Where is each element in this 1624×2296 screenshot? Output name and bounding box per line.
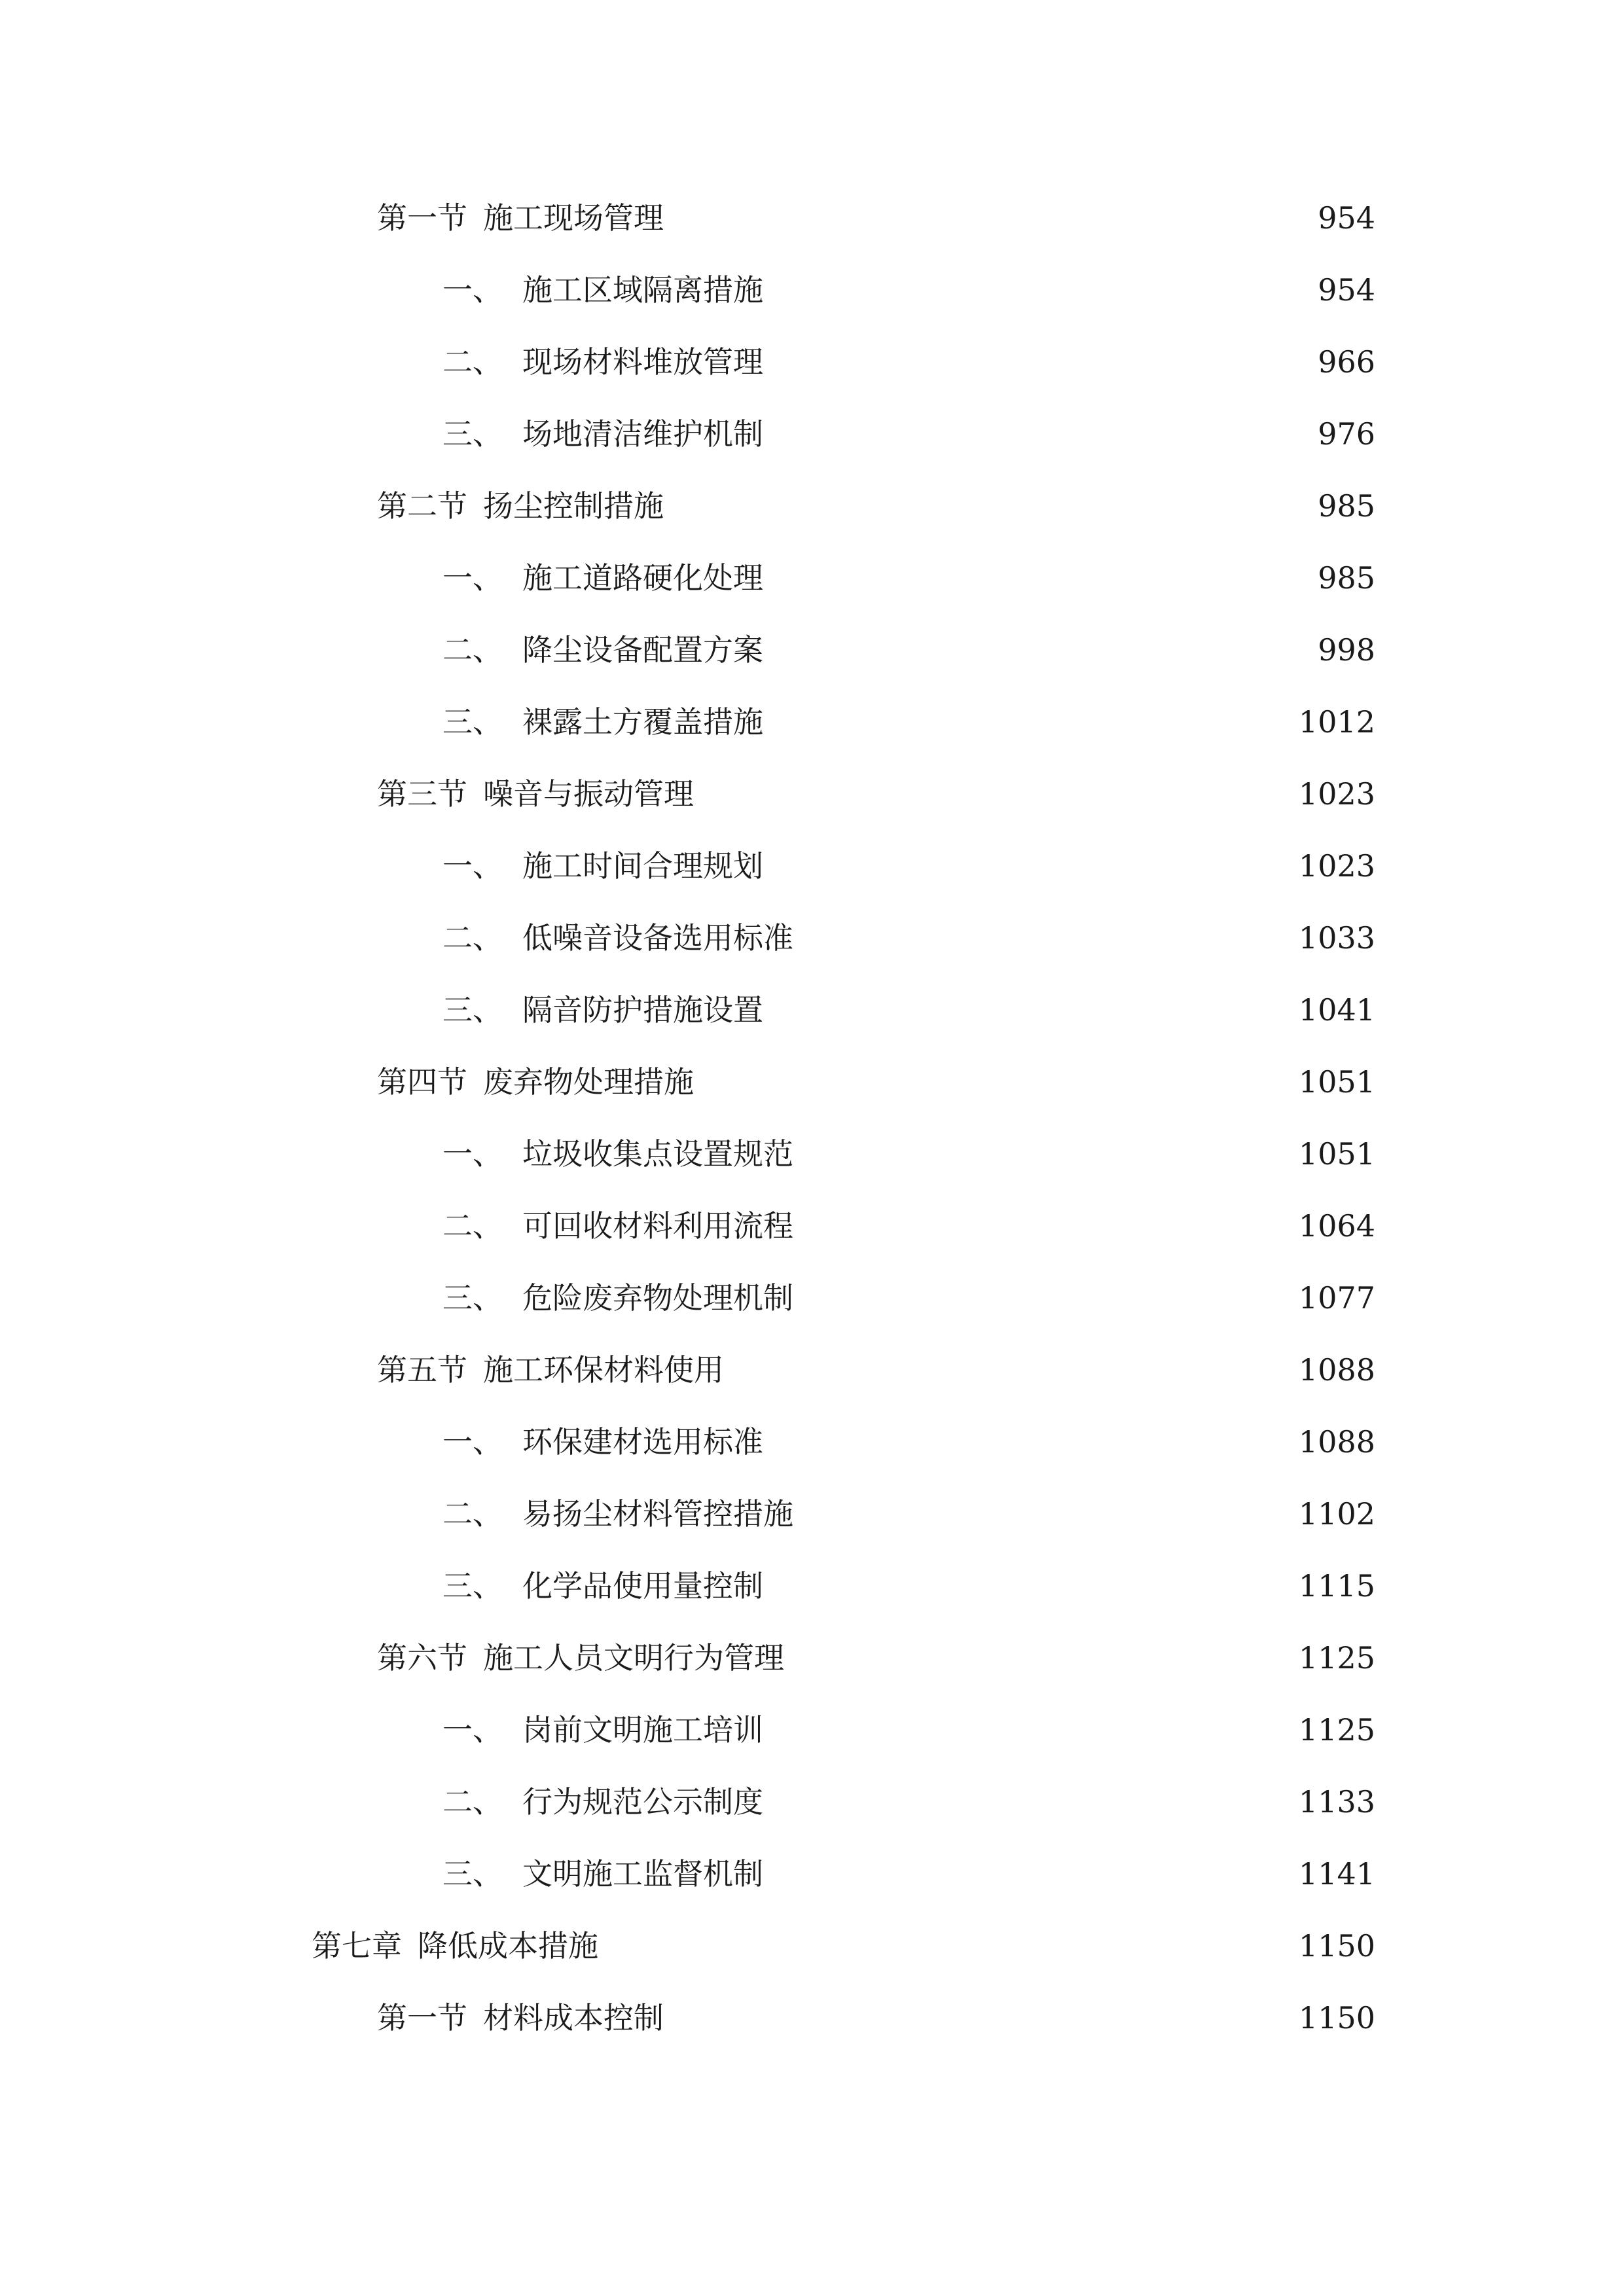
toc-entry-number: 二、 — [442, 1496, 503, 1532]
toc-dot-leader — [772, 995, 1276, 1025]
toc-dot-leader — [733, 1355, 1276, 1385]
toc-entry-item[interactable] — [0, 1190, 1624, 1262]
toc-entry-item[interactable] — [0, 398, 1624, 470]
toc-page-number: 1088 — [1298, 1352, 1375, 1388]
toc-entry-section[interactable] — [0, 758, 1624, 830]
toc-entry-title: 场地清洁维护机制 — [522, 416, 763, 452]
toc-entry-title: 可回收材料利用流程 — [522, 1208, 793, 1244]
toc-entry-item[interactable] — [0, 1478, 1624, 1550]
toc-entry-title: 岗前文明施工培训 — [522, 1712, 763, 1748]
toc-entry-title: 现场材料堆放管理 — [522, 344, 763, 380]
toc-entry-section[interactable] — [0, 1982, 1624, 2054]
toc-page-number: 1012 — [1298, 704, 1375, 740]
toc-entry-number: 第二节 — [377, 488, 467, 524]
toc-dot-leader — [803, 1211, 1276, 1241]
toc-dot-leader — [772, 851, 1276, 881]
toc-entry-title: 施工环保材料使用 — [483, 1352, 724, 1388]
toc-page-number: 976 — [1318, 416, 1375, 452]
toc-page-number: 998 — [1318, 632, 1375, 668]
toc-entry-title: 施工人员文明行为管理 — [483, 1640, 784, 1676]
toc-entry-title: 施工时间合理规划 — [522, 848, 763, 884]
toc-entry-number: 第七章 — [312, 1928, 402, 1964]
toc-entry-item[interactable] — [0, 1838, 1624, 1910]
toc-entry-number: 三、 — [442, 1856, 503, 1892]
toc-dot-leader — [803, 923, 1276, 953]
toc-entry-title: 隔音防护措施设置 — [522, 992, 763, 1028]
toc-entry-number: 第一节 — [377, 200, 467, 236]
toc-entry-label — [377, 776, 694, 812]
toc-entry-number: 二、 — [442, 920, 503, 956]
toc-entry-label — [377, 200, 664, 236]
toc-dot-leader — [772, 707, 1276, 737]
toc-entry-label — [377, 1640, 784, 1676]
toc-entry-label — [442, 1280, 793, 1316]
toc-entry-section[interactable] — [0, 182, 1624, 254]
toc-entry-number: 三、 — [442, 1280, 503, 1316]
toc-entry-number: 三、 — [442, 992, 503, 1028]
toc-page-number: 1064 — [1298, 1208, 1375, 1244]
toc-entry-title: 施工现场管理 — [483, 200, 664, 236]
toc-entry-label — [312, 1928, 598, 1964]
toc-dot-leader — [772, 419, 1276, 449]
toc-page-number: 1150 — [1298, 2000, 1375, 2036]
toc-entry-title: 危险废弃物处理机制 — [522, 1280, 793, 1316]
table-of-contents — [0, 182, 1624, 2054]
toc-entry-item[interactable] — [0, 974, 1624, 1046]
toc-entry-section[interactable] — [0, 470, 1624, 542]
toc-entry-title: 垃圾收集点设置规范 — [522, 1136, 793, 1172]
toc-entry-item[interactable] — [0, 1118, 1624, 1190]
toc-entry-title: 噪音与振动管理 — [483, 776, 694, 812]
toc-entry-number: 第五节 — [377, 1352, 467, 1388]
toc-entry-title: 施工道路硬化处理 — [522, 560, 763, 596]
toc-entry-title: 易扬尘材料管控措施 — [522, 1496, 793, 1532]
toc-entry-number: 三、 — [442, 704, 503, 740]
toc-entry-item[interactable] — [0, 326, 1624, 398]
toc-entry-title: 施工区域隔离措施 — [522, 272, 763, 308]
toc-dot-leader — [772, 563, 1276, 593]
toc-page-number: 1051 — [1298, 1064, 1375, 1100]
toc-dot-leader — [772, 635, 1276, 665]
toc-entry-label — [442, 1712, 763, 1748]
toc-entry-title: 扬尘控制措施 — [483, 488, 664, 524]
toc-entry-label — [442, 992, 763, 1028]
toc-page-number: 966 — [1318, 344, 1375, 380]
toc-entry-section[interactable] — [0, 1334, 1624, 1406]
toc-dot-leader — [703, 779, 1276, 809]
toc-entry-item[interactable] — [0, 1550, 1624, 1622]
toc-entry-label — [442, 560, 763, 596]
toc-entry-number: 第四节 — [377, 1064, 467, 1100]
toc-dot-leader — [673, 2003, 1276, 2033]
toc-entry-title: 废弃物处理措施 — [483, 1064, 694, 1100]
toc-entry-number: 一、 — [442, 1712, 503, 1748]
toc-entry-label — [442, 704, 763, 740]
toc-entry-number: 第六节 — [377, 1640, 467, 1676]
toc-entry-label — [442, 920, 793, 956]
toc-page-number: 985 — [1318, 560, 1375, 596]
toc-entry-title: 化学品使用量控制 — [522, 1568, 763, 1604]
toc-page-number: 1023 — [1298, 848, 1375, 884]
toc-entry-item[interactable] — [0, 542, 1624, 614]
toc-entry-label — [442, 1136, 793, 1172]
toc-entry-label — [442, 1424, 763, 1460]
toc-entry-item[interactable] — [0, 1766, 1624, 1838]
toc-entry-label — [377, 1352, 724, 1388]
toc-entry-label — [442, 344, 763, 380]
toc-entry-label — [442, 1568, 763, 1604]
toc-entry-item[interactable] — [0, 902, 1624, 974]
toc-entry-item[interactable] — [0, 254, 1624, 326]
toc-entry-label — [442, 416, 763, 452]
toc-entry-number: 三、 — [442, 416, 503, 452]
toc-entry-label — [377, 488, 664, 524]
toc-entry-label — [377, 1064, 694, 1100]
toc-entry-title: 文明施工监督机制 — [522, 1856, 763, 1892]
toc-entry-number: 一、 — [442, 848, 503, 884]
toc-entry-number: 二、 — [442, 1784, 503, 1820]
toc-entry-section[interactable] — [0, 1046, 1624, 1118]
toc-entry-number: 第一节 — [377, 2000, 467, 2036]
toc-dot-leader — [803, 1283, 1276, 1313]
toc-dot-leader — [673, 491, 1276, 521]
toc-entry-title: 材料成本控制 — [483, 2000, 664, 2036]
toc-entry-title: 环保建材选用标准 — [522, 1424, 763, 1460]
toc-page-number: 985 — [1318, 488, 1375, 524]
toc-dot-leader — [772, 1787, 1276, 1817]
toc-entry-item[interactable] — [0, 830, 1624, 902]
toc-entry-title: 裸露土方覆盖措施 — [522, 704, 763, 740]
toc-entry-number: 一、 — [442, 1136, 503, 1172]
toc-dot-leader — [772, 1859, 1276, 1889]
toc-page-number: 1102 — [1298, 1496, 1375, 1532]
toc-dot-leader — [703, 1067, 1276, 1097]
toc-entry-label — [442, 1856, 763, 1892]
toc-dot-leader — [673, 203, 1276, 233]
toc-dot-leader — [772, 347, 1276, 377]
toc-entry-item[interactable] — [0, 1406, 1624, 1478]
toc-page-number: 1088 — [1298, 1424, 1375, 1460]
toc-dot-leader — [607, 1931, 1276, 1961]
toc-page-number: 1033 — [1298, 920, 1375, 956]
toc-dot-leader — [772, 1571, 1276, 1601]
toc-page-number: 1041 — [1298, 992, 1375, 1028]
toc-entry-number: 一、 — [442, 560, 503, 596]
toc-dot-leader — [772, 1715, 1276, 1745]
toc-entry-title: 低噪音设备选用标准 — [522, 920, 793, 956]
toc-entry-item[interactable] — [0, 686, 1624, 758]
toc-page-number: 1141 — [1298, 1856, 1375, 1892]
toc-entry-number: 二、 — [442, 632, 503, 668]
toc-page-number: 1125 — [1298, 1712, 1375, 1748]
toc-page-number: 1077 — [1298, 1280, 1375, 1316]
toc-entry-number: 二、 — [442, 1208, 503, 1244]
toc-entry-label — [442, 848, 763, 884]
toc-page-number: 954 — [1318, 272, 1375, 308]
toc-page-number: 954 — [1318, 200, 1375, 236]
toc-entry-label — [442, 1496, 793, 1532]
toc-dot-leader — [803, 1499, 1276, 1529]
toc-entry-item[interactable] — [0, 614, 1624, 686]
toc-entry-number: 一、 — [442, 1424, 503, 1460]
toc-dot-leader — [772, 1427, 1276, 1457]
toc-entry-label — [442, 272, 763, 308]
toc-entry-chapter[interactable] — [0, 1910, 1624, 1982]
toc-entry-label — [442, 1208, 793, 1244]
toc-entry-number: 三、 — [442, 1568, 503, 1604]
toc-entry-title: 降尘设备配置方案 — [522, 632, 763, 668]
toc-entry-label — [377, 2000, 664, 2036]
toc-entry-number: 一、 — [442, 272, 503, 308]
toc-entry-label — [442, 1784, 763, 1820]
toc-entry-number: 第三节 — [377, 776, 467, 812]
toc-page-number: 1023 — [1298, 776, 1375, 812]
toc-entry-item[interactable] — [0, 1262, 1624, 1334]
toc-dot-leader — [793, 1643, 1276, 1673]
toc-page-number: 1125 — [1298, 1640, 1375, 1676]
toc-entry-label — [442, 632, 763, 668]
toc-entry-title: 行为规范公示制度 — [522, 1784, 763, 1820]
toc-page-number: 1115 — [1298, 1568, 1375, 1604]
toc-entry-title: 降低成本措施 — [418, 1928, 598, 1964]
toc-entry-section[interactable] — [0, 1622, 1624, 1694]
toc-page-number: 1150 — [1298, 1928, 1375, 1964]
toc-dot-leader — [772, 275, 1276, 305]
toc-dot-leader — [803, 1139, 1276, 1169]
toc-entry-number: 二、 — [442, 344, 503, 380]
toc-page-number: 1133 — [1298, 1784, 1375, 1820]
toc-entry-item[interactable] — [0, 1694, 1624, 1766]
toc-page-number: 1051 — [1298, 1136, 1375, 1172]
